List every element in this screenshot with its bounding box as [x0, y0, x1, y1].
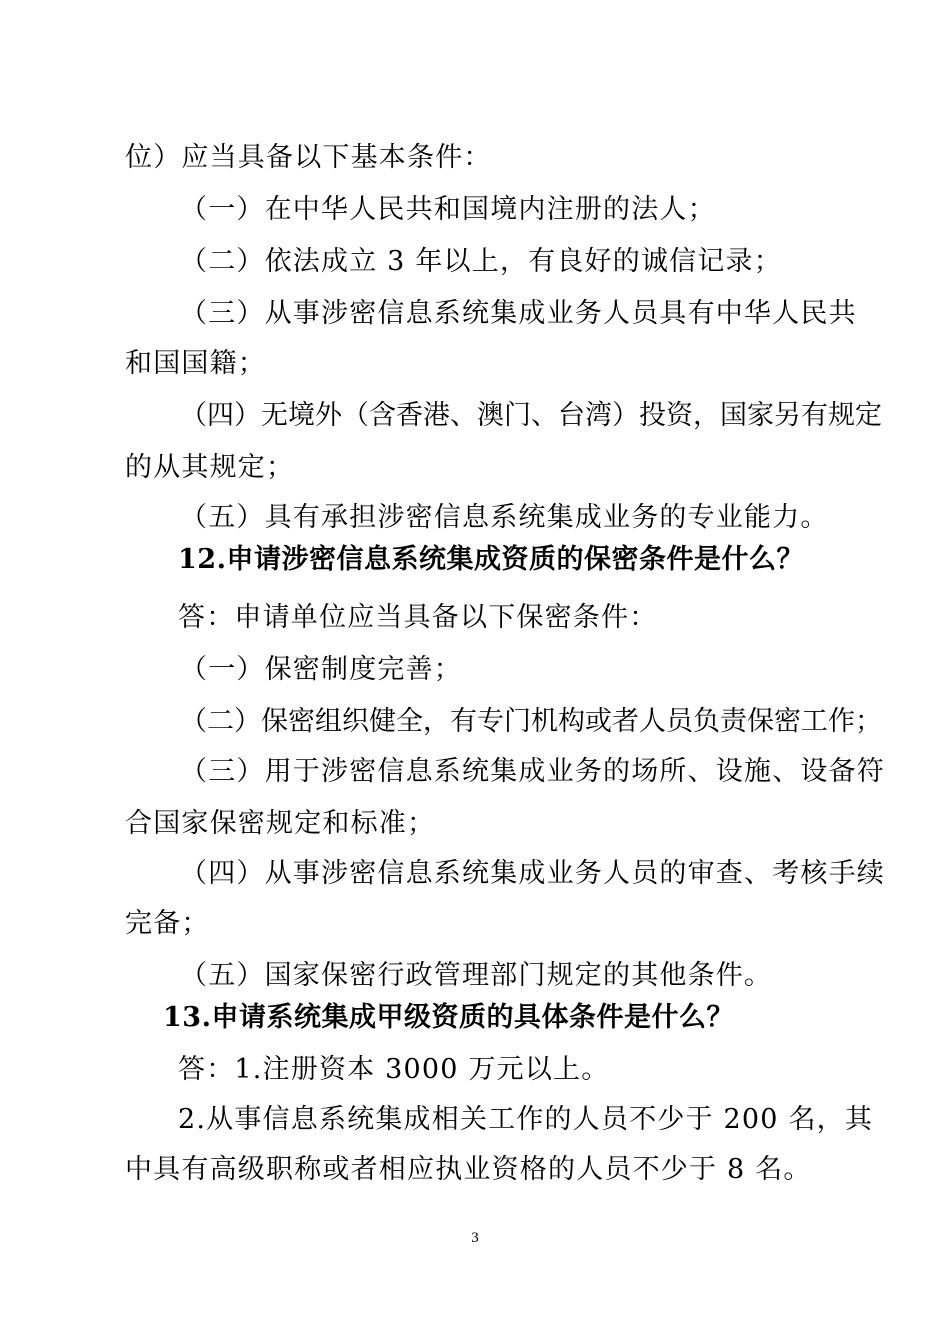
- section-heading: 12.申请涉密信息系统集成资质的保密条件是什么？: [178, 544, 804, 575]
- text-line: （一）在中华人民共和国境内注册的法人；: [180, 194, 716, 225]
- text-line: 和国国籍；: [125, 348, 266, 379]
- text-line: 答：申请单位应当具备以下保密条件：: [178, 602, 658, 633]
- text-line: 中具有高级职称或者相应执业资格的人员不少于 8 名。: [125, 1154, 812, 1185]
- section-heading: 13.申请系统集成甲级资质的具体条件是什么？: [163, 1002, 734, 1033]
- text-line: 位）应当具备以下基本条件：: [125, 142, 492, 173]
- text-line: （五）国家保密行政管理部门规定的其他条件。: [180, 960, 773, 991]
- text-line: （三）用于涉密信息系统集成业务的场所、设施、设备符: [180, 756, 885, 787]
- page-number: 3: [471, 1230, 479, 1246]
- text-line: 的从其规定；: [125, 452, 295, 483]
- text-line: （三）从事涉密信息系统集成业务人员具有中华人民共: [180, 298, 857, 329]
- text-line: 2.从事信息系统集成相关工作的人员不少于 200 名，其: [178, 1104, 874, 1135]
- text-line: 完备；: [125, 908, 210, 939]
- text-line: （四）无境外（含香港、澳门、台湾）投资，国家另有规定: [180, 400, 882, 431]
- text-line: （二）保密组织健全，有专门机构或者人员负责保密工作；: [180, 706, 882, 737]
- text-line: （二）依法成立 3 年以上，有良好的诚信记录；: [180, 246, 782, 277]
- text-line: （五）具有承担涉密信息系统集成业务的专业能力。: [180, 502, 829, 533]
- text-line: （四）从事涉密信息系统集成业务人员的审查、考核手续: [180, 858, 885, 889]
- text-line: （一）保密制度完善；: [180, 654, 462, 685]
- text-line: 答：1.注册资本 3000 万元以上。: [178, 1054, 610, 1085]
- text-line: 合国家保密规定和标准；: [125, 808, 436, 839]
